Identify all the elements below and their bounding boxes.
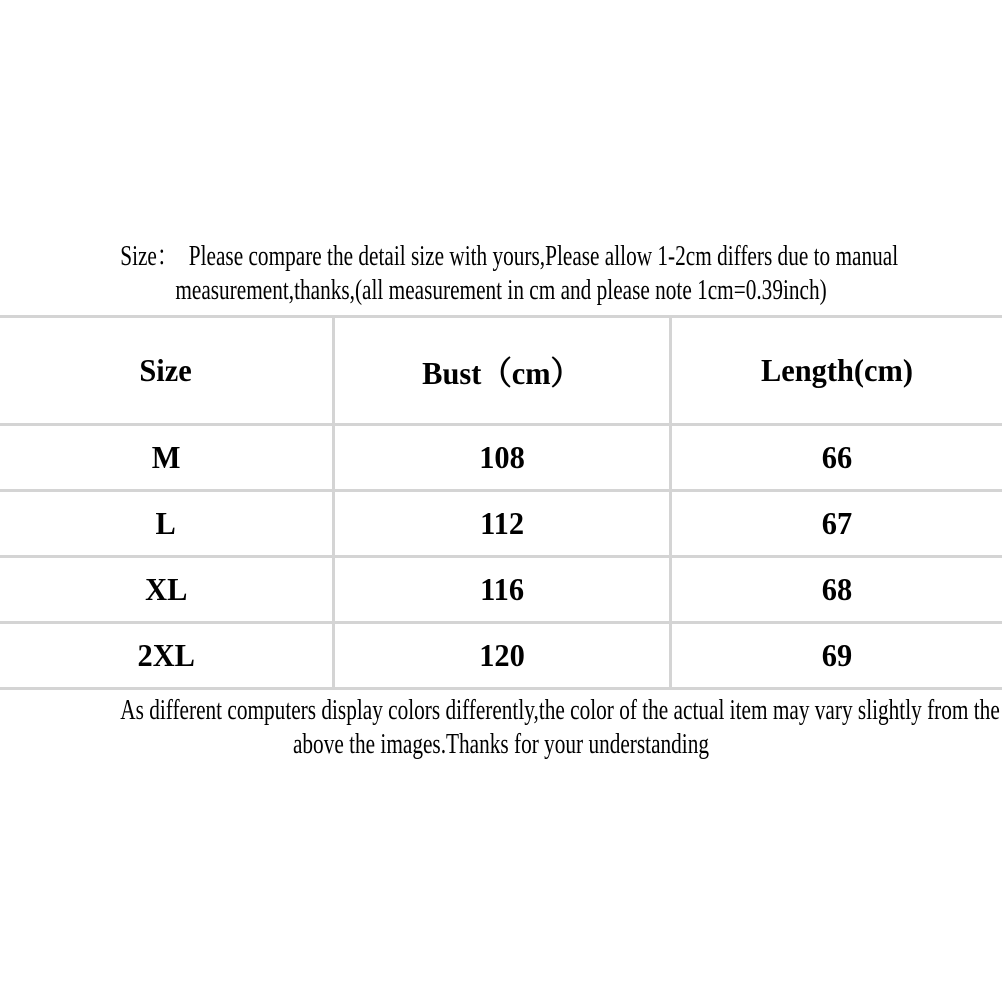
- table-row-l-length-cell: [669, 492, 1002, 558]
- column-header-size-label: Size: [139, 352, 193, 388]
- size-note-line-1: Size： Please compare the detail size with yours,Please allow 1-2cm differs due to manual: [120, 241, 899, 272]
- length-value: 69: [821, 637, 853, 673]
- color-disclaimer: [0, 694, 1002, 762]
- color-disclaimer-line-2: above the images.Thanks for your understanding: [292, 729, 710, 760]
- table-row-2xl-bust-cell: [332, 624, 669, 690]
- column-header-size: [0, 318, 332, 426]
- table-row-l-size-cell: [0, 492, 332, 558]
- length-value: 68: [821, 571, 853, 607]
- size-note: [0, 240, 1002, 308]
- bust-value: 108: [479, 439, 525, 475]
- bust-value: 112: [480, 505, 524, 541]
- size-table: [0, 315, 1002, 690]
- table-row-m-length-cell: [669, 426, 1002, 492]
- length-value: 67: [821, 505, 853, 541]
- size-value: XL: [144, 571, 188, 607]
- column-header-length: [669, 318, 1002, 426]
- length-value: 66: [821, 439, 853, 475]
- bust-value: 120: [479, 637, 525, 673]
- size-value: M: [151, 439, 181, 475]
- table-row-xl-length-cell: [669, 558, 1002, 624]
- bust-value: 116: [480, 571, 524, 607]
- size-value: 2XL: [137, 637, 195, 673]
- table-row-l-bust-cell: [332, 492, 669, 558]
- table-row-m-bust-cell: [332, 426, 669, 492]
- table-row-2xl-size-cell: [0, 624, 332, 690]
- column-header-length-label: Length(cm): [761, 352, 913, 388]
- column-header-bust-label: Bust（cm）: [422, 354, 582, 391]
- table-row-xl-bust-cell: [332, 558, 669, 624]
- size-note-line-2: measurement,thanks,(all measurement in cm and please note 1cm=0.39inch): [175, 275, 827, 306]
- table-row-2xl-length-cell: [669, 624, 1002, 690]
- table-row-m-size-cell: [0, 426, 332, 492]
- column-header-bust: [332, 318, 669, 426]
- size-value: L: [155, 505, 177, 541]
- table-row-xl-size-cell: [0, 558, 332, 624]
- color-disclaimer-line-1: As different computers display colors differently,the color of the actual item may vary slightly from the: [120, 695, 1000, 726]
